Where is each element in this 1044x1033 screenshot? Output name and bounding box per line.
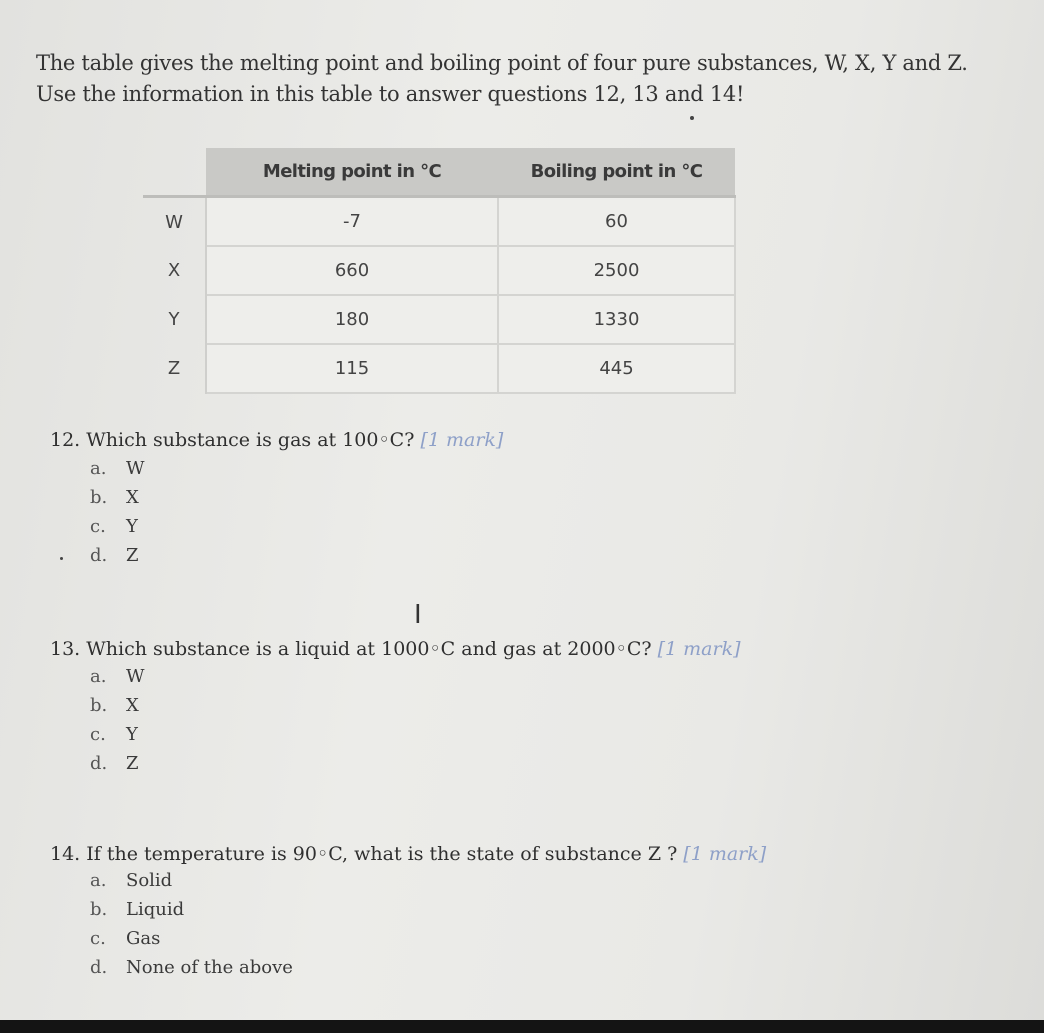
option-text: Y	[126, 516, 138, 537]
question-14	[50, 840, 766, 868]
question-14-text: 14. If the temperature is 90◦C, what is the state of substance Z ?	[50, 843, 684, 865]
question-14-options	[90, 866, 293, 982]
option-text: None of the above	[126, 957, 293, 978]
option-a[interactable]	[90, 866, 293, 895]
option-letter: b.	[90, 899, 108, 920]
boiling-point-cell: 2500	[498, 246, 735, 295]
option-letter: c.	[90, 928, 106, 949]
text-cursor-icon: I	[414, 600, 422, 630]
option-text: Z	[126, 545, 139, 566]
substance-label: Y	[143, 295, 206, 344]
option-text: W	[126, 666, 145, 687]
boiling-point-cell: 60	[498, 197, 735, 247]
question-12	[50, 426, 503, 454]
option-d[interactable]	[90, 749, 145, 778]
question-13-mark: [1 mark]	[657, 638, 741, 660]
option-text: Liquid	[126, 899, 185, 920]
table-header-row	[143, 148, 735, 197]
option-letter: c.	[90, 516, 106, 537]
question-12-options	[90, 454, 145, 570]
option-text: W	[126, 458, 145, 479]
header-boiling-point: Boiling point in °C	[498, 148, 735, 197]
option-letter: a.	[90, 666, 107, 687]
table-row	[143, 246, 735, 295]
option-letter: c.	[90, 724, 106, 745]
option-text: X	[126, 695, 139, 716]
melting-point-cell: 660	[206, 246, 498, 295]
question-12-text: 12. Which substance is gas at 100◦C?	[50, 429, 421, 451]
option-c[interactable]	[90, 924, 293, 953]
option-letter: d.	[90, 545, 108, 566]
question-13	[50, 635, 741, 663]
option-letter: a.	[90, 458, 107, 479]
question-12-mark: [1 mark]	[420, 429, 504, 451]
option-text: Y	[126, 724, 138, 745]
question-14-mark: [1 mark]	[683, 843, 767, 865]
option-b[interactable]	[90, 895, 293, 924]
option-d[interactable]	[90, 541, 145, 570]
option-text: Solid	[126, 870, 173, 891]
melting-point-cell: 180	[206, 295, 498, 344]
substance-label: X	[143, 246, 206, 295]
option-c[interactable]	[90, 720, 145, 749]
header-melting-point: Melting point in °C	[206, 148, 498, 197]
instructions-line-2: Use the information in this table to answer questions 12, 13 and 14!	[36, 82, 745, 106]
option-a[interactable]	[90, 662, 145, 691]
header-blank	[143, 148, 206, 197]
question-13-text: 13. Which substance is a liquid at 1000◦C and gas at 2000◦C?	[50, 638, 658, 660]
option-letter: b.	[90, 695, 108, 716]
melting-point-cell: -7	[206, 197, 498, 247]
substance-label: Z	[143, 344, 206, 393]
option-letter: d.	[90, 957, 108, 978]
option-c[interactable]	[90, 512, 145, 541]
ink-speck	[60, 557, 63, 560]
option-letter: d.	[90, 753, 108, 774]
option-a[interactable]	[90, 454, 145, 483]
option-b[interactable]	[90, 691, 145, 720]
instructions-line-1: The table gives the melting point and boiling point of four pure substances, W, X, Y and Z.	[36, 51, 968, 75]
instructions	[36, 48, 996, 110]
option-letter: b.	[90, 487, 108, 508]
option-letter: a.	[90, 870, 107, 891]
option-d[interactable]	[90, 953, 293, 982]
question-13-options	[90, 662, 145, 778]
option-text: Gas	[126, 928, 161, 949]
boiling-point-cell: 1330	[498, 295, 735, 344]
melting-point-cell: 115	[206, 344, 498, 393]
ink-speck	[690, 116, 694, 120]
bottom-edge-bar	[0, 1020, 1044, 1033]
boiling-point-cell: 445	[498, 344, 735, 393]
option-b[interactable]	[90, 483, 145, 512]
substances-table	[143, 148, 736, 394]
table-row	[143, 344, 735, 393]
option-text: X	[126, 487, 139, 508]
substance-label: W	[143, 197, 206, 247]
option-text: Z	[126, 753, 139, 774]
table-row	[143, 197, 735, 247]
table-row	[143, 295, 735, 344]
